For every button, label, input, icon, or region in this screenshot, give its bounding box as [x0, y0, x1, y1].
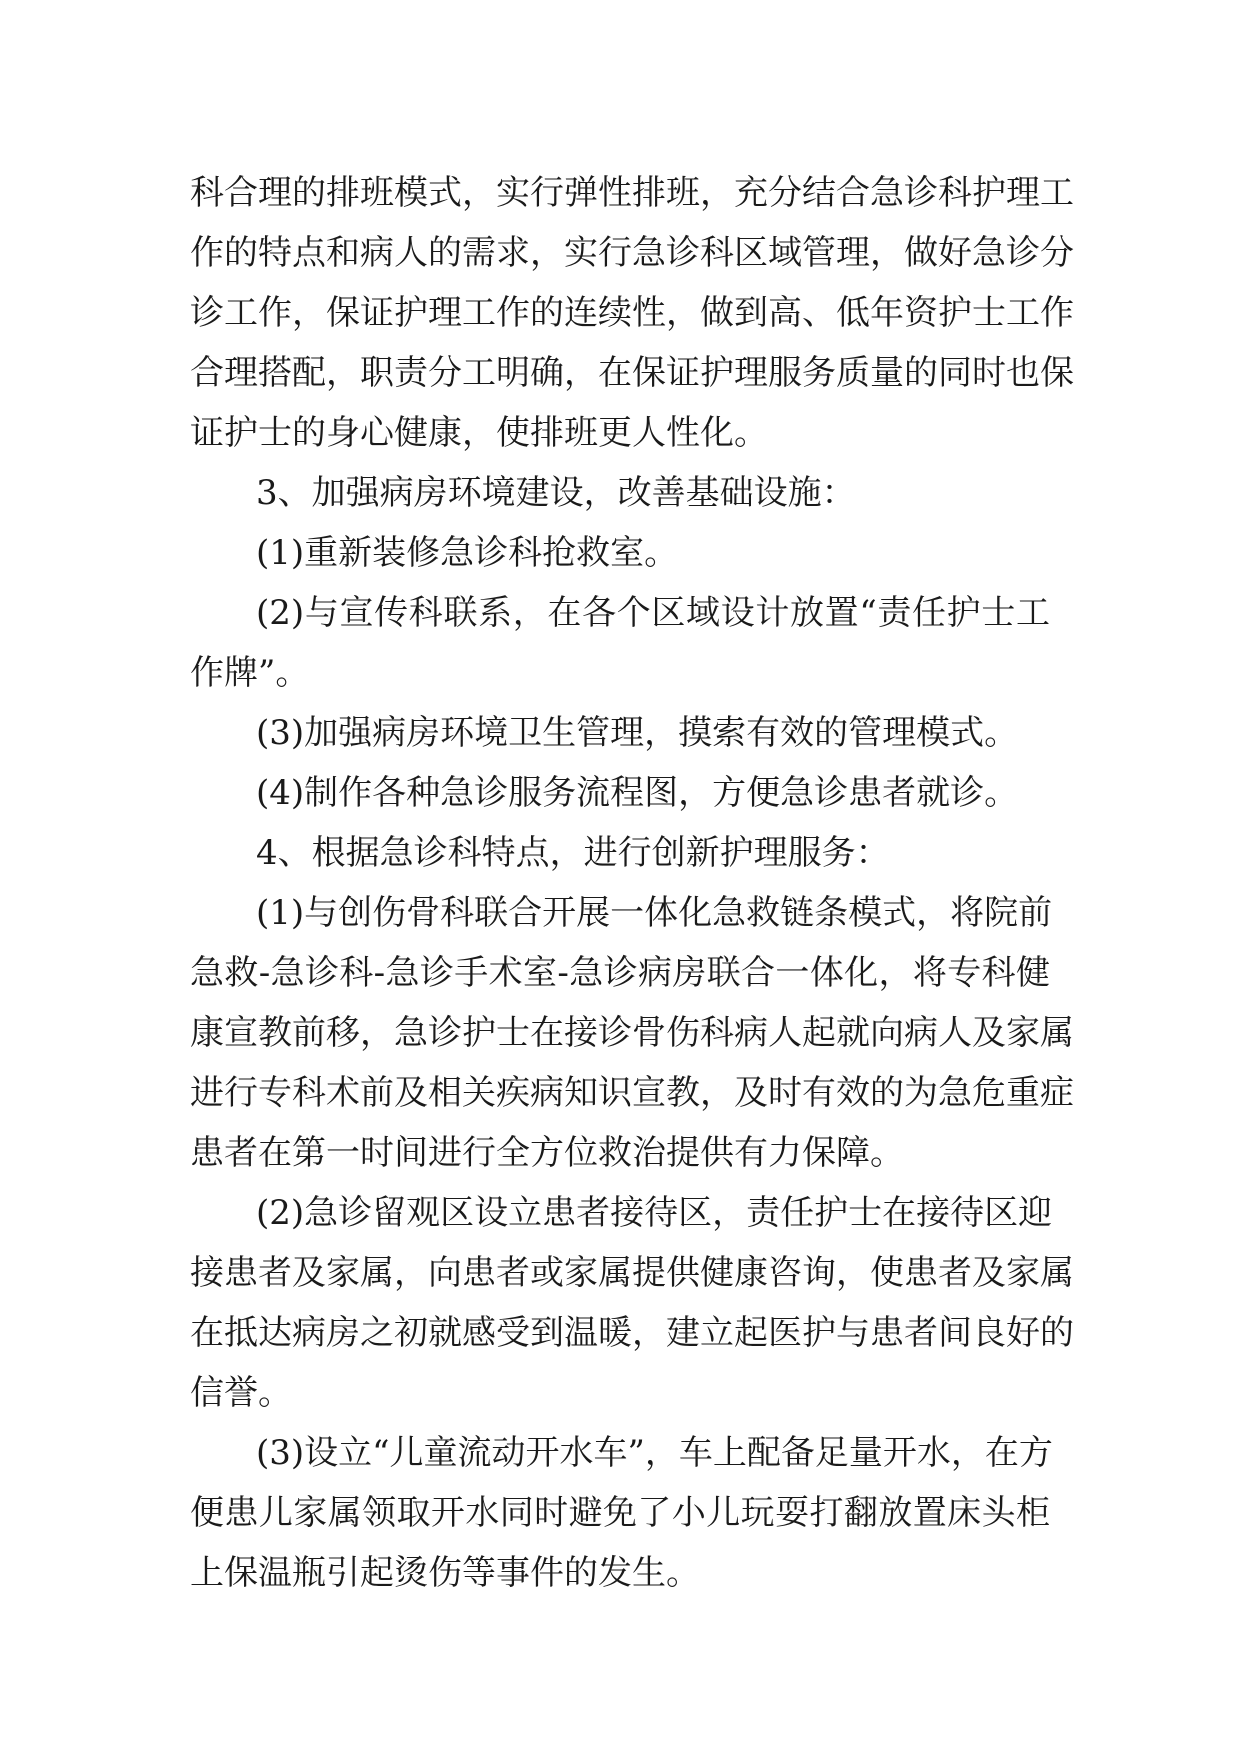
- text-line: (3)设立“儿童流动开水车”，车上配备足量开水，在方: [256, 1433, 1053, 1473]
- text-line: 接患者及家属，向患者或家属提供健康咨询，使患者及家属: [190, 1253, 1074, 1293]
- text-line: 患者在第一时间进行全方位救治提供有力保障。: [190, 1133, 904, 1173]
- text-line: (4)制作各种急诊服务流程图，方便急诊患者就诊。: [256, 773, 1019, 813]
- text-line: 急救-急诊科-急诊手术室-急诊病房联合一体化，将专科健: [190, 953, 1050, 993]
- text-line: 上保温瓶引起烫伤等事件的发生。: [190, 1553, 700, 1593]
- text-line: 在抵达病房之初就感受到温暖，建立起医护与患者间良好的: [190, 1313, 1074, 1353]
- text-line: (2)与宣传科联系，在各个区域设计放置“责任护士工: [256, 593, 1050, 633]
- text-line: 合理搭配，职责分工明确，在保证护理服务质量的同时也保: [190, 353, 1074, 393]
- text-line: 康宣教前移，急诊护士在接诊骨伤科病人起就向病人及家属: [190, 1013, 1074, 1053]
- text-line: 作的特点和病人的需求，实行急诊科区域管理，做好急诊分: [190, 233, 1074, 273]
- text-line: 证护士的身心健康，使排班更人性化。: [190, 413, 768, 453]
- text-line: (2)急诊留观区设立患者接待区，责任护士在接待区迎: [256, 1193, 1053, 1233]
- text-line: 3、加强病房环境建设，改善基础设施：: [256, 473, 856, 513]
- text-line: 诊工作，保证护理工作的连续性，做到高、低年资护士工作: [190, 293, 1074, 333]
- text-line: (3)加强病房环境卫生管理，摸索有效的管理模式。: [256, 713, 1019, 753]
- text-line: 作牌”。: [190, 653, 310, 693]
- text-line: (1)与创伤骨科联合开展一体化急救链条模式，将院前: [256, 893, 1053, 933]
- text-line: (1)重新装修急诊科抢救室。: [256, 533, 679, 573]
- text-line: 科合理的排班模式，实行弹性排班，充分结合急诊科护理工: [190, 173, 1074, 213]
- text-line: 便患儿家属领取开水同时避免了小儿玩耍打翻放置床头柜: [190, 1493, 1050, 1533]
- text-line: 信誉。: [190, 1373, 292, 1413]
- text-line: 4、根据急诊科特点，进行创新护理服务：: [256, 833, 890, 873]
- text-line: 进行专科术前及相关疾病知识宣教，及时有效的为急危重症: [190, 1073, 1074, 1113]
- document-body: [190, 163, 1074, 1603]
